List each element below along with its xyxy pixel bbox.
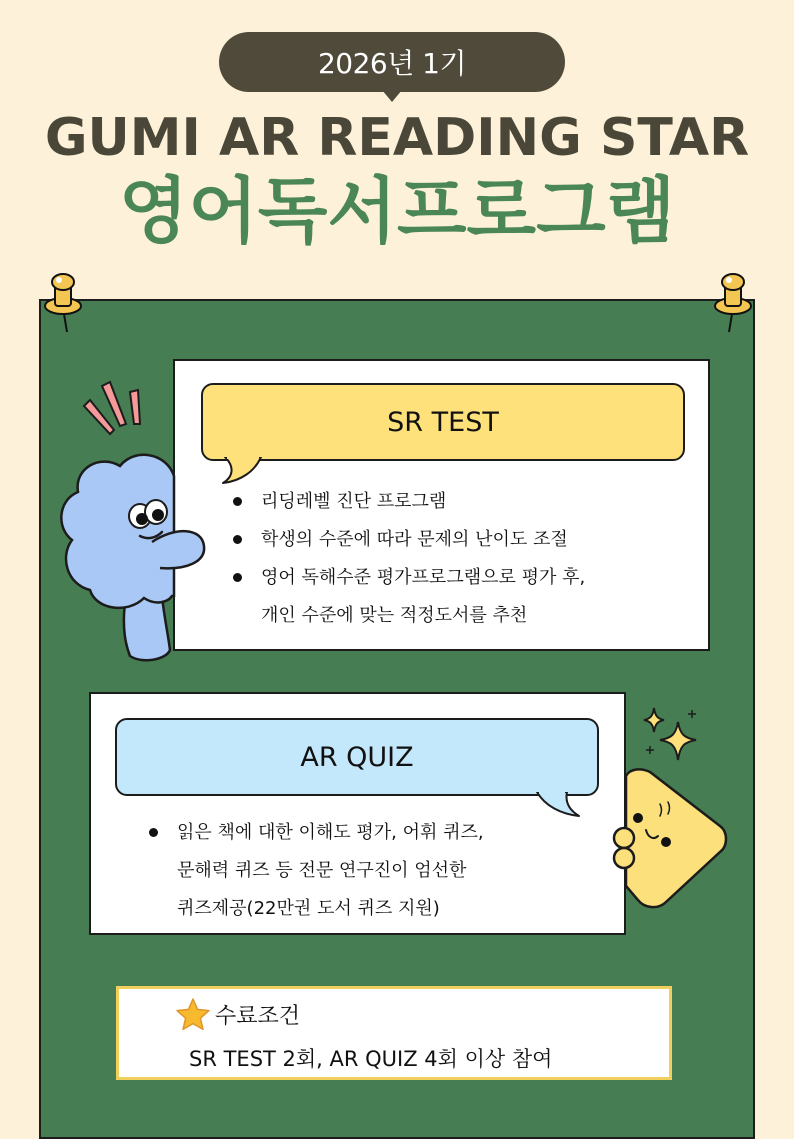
ar-quiz-bullets [149, 814, 484, 928]
sr-test-bullets [233, 483, 585, 635]
edition-label: 2026년 1기 [317, 47, 467, 80]
list-item: 리딩레벨 진단 프로그램 [233, 483, 585, 521]
edition-pill [219, 32, 565, 92]
sr-test-heading-bubble [201, 383, 685, 461]
completion-title: 수료조건 [215, 1004, 301, 1029]
cloud-mascot-icon [56, 446, 210, 666]
completion-text: SR TEST 2회, AR QUIZ 4회 이상 참여 [189, 1047, 553, 1071]
star-icon [175, 997, 211, 1031]
list-item: 학생의 수준에 따라 문제의 난이도 조절 [233, 521, 585, 559]
ar-quiz-heading-bubble [115, 718, 599, 796]
sparkle-icon [640, 704, 704, 766]
bubble-tail [527, 792, 581, 820]
list-item: 문해력 퀴즈 등 전문 연구진이 엄선한 [177, 860, 467, 881]
bubble-tail [221, 457, 271, 485]
ar-quiz-card [89, 692, 626, 935]
list-item: 읽은 책에 대한 이해도 평가, 어휘 퀴즈, [149, 814, 484, 852]
title-korean: 영어독서프로그램 [118, 169, 676, 253]
list-item: 영어 독해수준 평가프로그램으로 평가 후, [233, 559, 585, 597]
sr-test-heading: SR TEST [387, 406, 499, 438]
burst-lines-icon [80, 372, 152, 442]
list-item: 개인 수준에 맞는 적정도서를 추천 [261, 605, 528, 626]
diamond-mascot-icon [610, 766, 730, 912]
ar-quiz-heading: AR QUIZ [300, 741, 414, 773]
list-item: 퀴즈제공(22만권 도서 퀴즈 지원) [177, 898, 440, 919]
pushpin-icon [710, 268, 756, 336]
completion-box [116, 986, 672, 1080]
title-english: GUMI AR READING STAR [44, 108, 750, 168]
edition-pill-tail [382, 90, 402, 102]
sr-test-card [173, 359, 710, 651]
pushpin-icon [40, 268, 86, 336]
